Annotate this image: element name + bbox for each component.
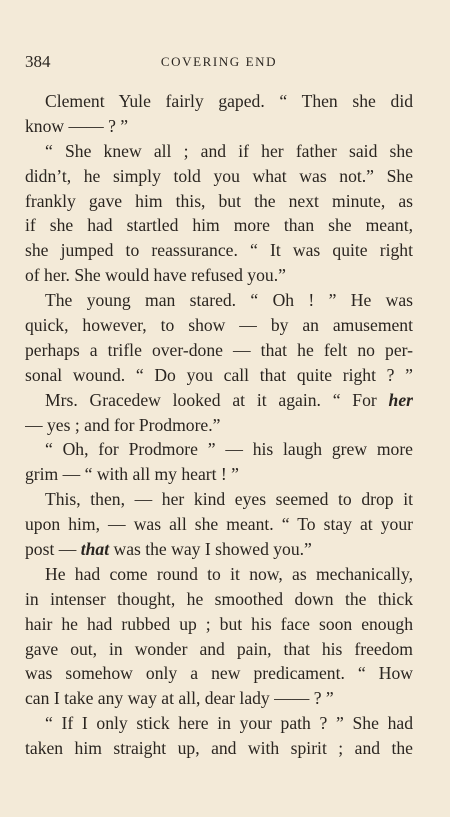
text-line: grim — “ with all my heart ! ” (25, 464, 239, 485)
text-line: “ She knew all ; and if her father said she (45, 140, 413, 161)
page-header (25, 50, 413, 74)
text-line: perhaps a trifle over-done — that he felt no per- (25, 339, 413, 360)
text-run: was the way I showed you.” (109, 539, 312, 560)
text-line: — yes ; and for Prodmore.” (25, 414, 221, 435)
text-run: post — (25, 539, 81, 560)
text-line: Clement Yule fairly gaped. “ Then she did (45, 91, 413, 111)
text-line: know —— ? ” (25, 115, 129, 136)
text-line: He had come round to it now, as mechanically, (45, 563, 413, 584)
text-line: “ Oh, for Prodmore ” — his laugh grew more (45, 439, 413, 460)
text-line: frankly gave him this, but the next minute, as (25, 190, 413, 211)
page-number: 384 (25, 52, 51, 71)
text-line: “ If I only stick here in your path ? ” She had (45, 713, 413, 734)
text-line: upon him, — was all she meant. “ To stay at your (25, 514, 413, 535)
text-line: in intenser thought, he smoothed down the thick (25, 588, 413, 609)
text-line: of her. She would have refused you.” (25, 265, 286, 286)
text-line: was somehow only a new predicament. “ How (25, 663, 413, 684)
text-line: The young man stared. “ Oh ! ” He was (45, 290, 413, 311)
body-text (25, 89, 413, 761)
text-line (25, 388, 413, 413)
text-run: Mrs. Gracedew looked at it again. “ For (45, 389, 389, 410)
italic-word: her (388, 389, 413, 410)
text-line: taken him straight up, and with spirit ; and the (25, 738, 413, 759)
text-line: she jumped to reassurance. “ It was quite right (25, 240, 413, 261)
text-line: didn’t, he simply told you what was not.” She (25, 165, 413, 186)
text-line: This, then, — her kind eyes seemed to drop it (45, 489, 413, 510)
running-title: COVERING END (160, 54, 278, 69)
italic-word: that (80, 539, 110, 560)
text-line: quick, however, to show — by an amusement (25, 315, 413, 336)
text-line: hair he had rubbed up ; but his face soon enough (25, 613, 413, 634)
text-line: sonal wound. “ Do you call that quite right ? ” (25, 364, 413, 385)
text-line: can I take any way at all, dear lady —— ? ” (25, 688, 334, 709)
text-line: if she had startled him more than she meant, (25, 215, 413, 236)
text-line (25, 537, 413, 562)
text-line: gave out, in wonder and pain, that his freedom (25, 638, 413, 659)
